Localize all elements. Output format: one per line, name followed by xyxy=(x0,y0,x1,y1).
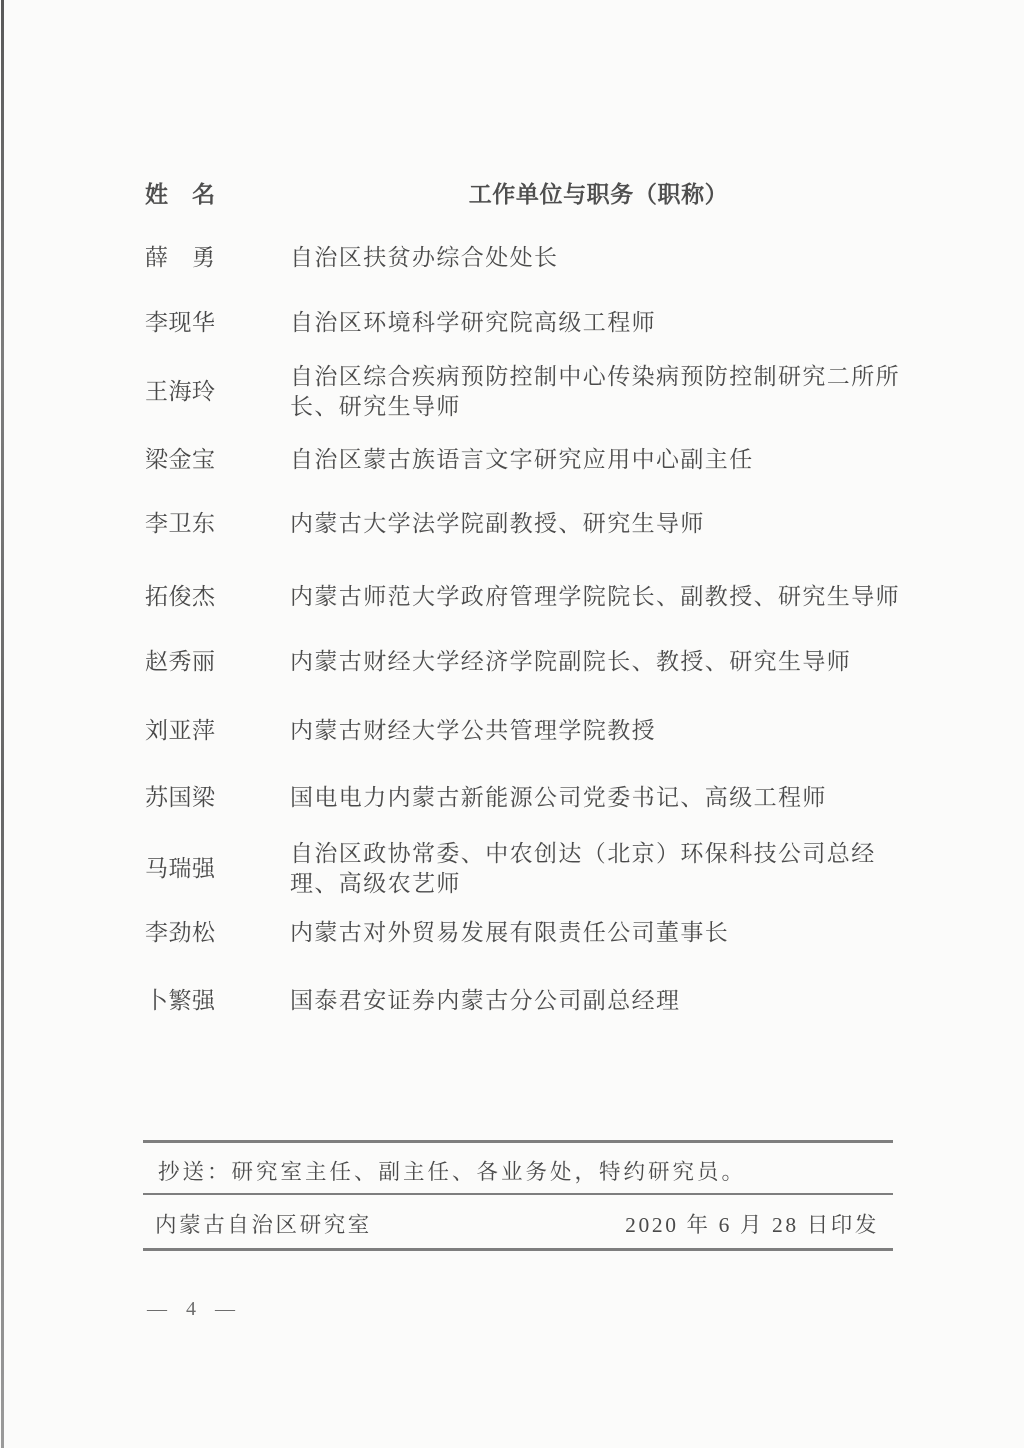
person-name: 梁金宝 xyxy=(145,447,215,472)
scan-edge-line xyxy=(1,0,4,1448)
person-position: 国电电力内蒙古新能源公司党委书记、高级工程师 xyxy=(290,785,827,810)
person-position xyxy=(290,362,907,422)
person-position: 自治区扶贫办综合处处长 xyxy=(290,245,559,270)
person-position: 自治区蒙古族语言文字研究应用中心副主任 xyxy=(290,447,754,472)
footer-top-rule xyxy=(143,1140,893,1143)
table-row xyxy=(145,986,907,1016)
person-name: 李卫东 xyxy=(145,511,215,536)
person-position: 内蒙古财经大学经济学院副院长、教授、研究生导师 xyxy=(290,649,852,674)
person-name: 拓俊杰 xyxy=(145,584,215,609)
page-number: — 4 — xyxy=(147,1298,242,1320)
table-row xyxy=(145,308,907,338)
position-line: 长、研究生导师 xyxy=(290,394,461,419)
table-row xyxy=(145,582,907,612)
position-line: 自治区政协常委、中农创达（北京）环保科技公司总经 xyxy=(290,841,876,866)
person-position: 自治区环境科学研究院高级工程师 xyxy=(290,310,656,335)
position-line: 自治区综合疾病预防控制中心传染病预防控制研究二所所 xyxy=(290,364,900,389)
issuer-row xyxy=(155,1210,879,1240)
issuing-office: 内蒙古自治区研究室 xyxy=(155,1213,372,1237)
table-row xyxy=(145,839,907,899)
person-position: 内蒙古师范大学政府管理学院院长、副教授、研究生导师 xyxy=(290,584,900,609)
table-row xyxy=(145,783,907,813)
person-name: 卜繁强 xyxy=(145,988,215,1013)
person-name: 薛勇 xyxy=(145,245,215,270)
footer-middle-rule xyxy=(143,1193,893,1195)
cc-line: 抄送：研究室主任、副主任、各业务处，特约研究员。 xyxy=(158,1160,747,1184)
person-position: 内蒙古大学法学院副教授、研究生导师 xyxy=(290,511,705,536)
person-name: 李现华 xyxy=(145,310,215,335)
person-position: 内蒙古财经大学公共管理学院教授 xyxy=(290,718,656,743)
person-name: 苏国梁 xyxy=(145,785,215,810)
person-position: 内蒙古对外贸易发展有限责任公司董事长 xyxy=(290,920,730,945)
table-header-row xyxy=(145,180,907,210)
column-header-position: 工作单位与职务（职称） xyxy=(468,182,729,207)
table-row xyxy=(145,243,907,273)
person-position xyxy=(290,839,907,899)
person-name: 王海玲 xyxy=(145,379,215,404)
column-header-name: 姓名 xyxy=(145,182,215,207)
person-name: 刘亚萍 xyxy=(145,718,215,743)
table-row xyxy=(145,362,907,422)
table-row xyxy=(145,509,907,539)
footer-bottom-rule xyxy=(143,1248,893,1251)
position-line: 理、高级农艺师 xyxy=(290,871,461,896)
table-row xyxy=(145,918,907,948)
person-name: 赵秀丽 xyxy=(145,649,215,674)
table-row xyxy=(145,716,907,746)
person-position: 国泰君安证券内蒙古分公司副总经理 xyxy=(290,988,681,1013)
issue-date: 2020 年 6 月 28 日印发 xyxy=(625,1213,879,1237)
person-name: 马瑞强 xyxy=(145,856,215,881)
table-row xyxy=(145,445,907,475)
table-row xyxy=(145,647,907,677)
person-name: 李劲松 xyxy=(145,920,215,945)
